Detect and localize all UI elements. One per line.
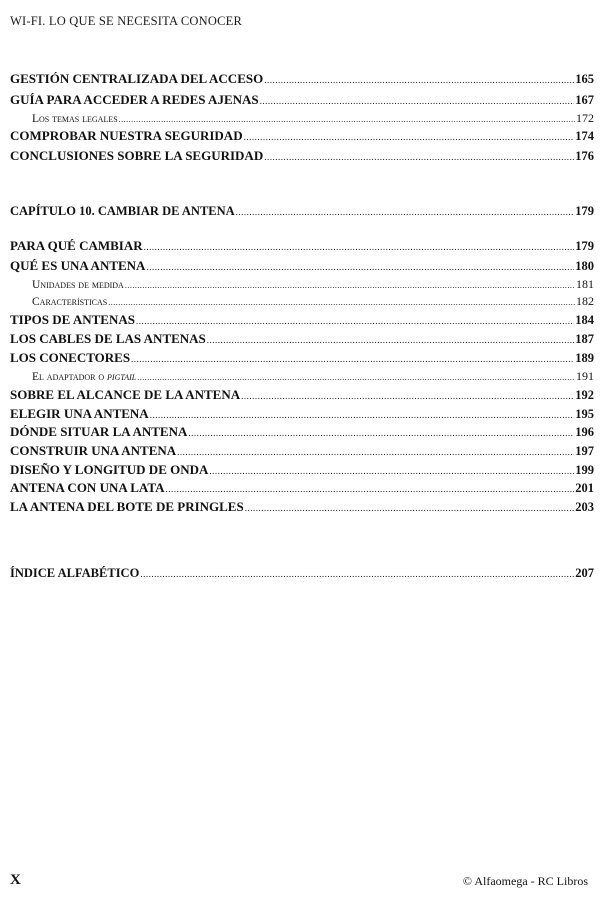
toc-entry xyxy=(10,239,594,253)
toc-entry-page: 184 xyxy=(575,313,594,327)
toc-chapter-title: CAPÍTULO 10. CAMBIAR DE ANTENA xyxy=(10,204,235,218)
dot-leader xyxy=(140,570,574,579)
toc-entry xyxy=(10,129,594,143)
toc-entry-page: 172 xyxy=(576,111,594,125)
toc-entry-title: QUÉ ES UNA ANTENA xyxy=(10,258,146,273)
dot-leader xyxy=(177,448,574,457)
toc-entry xyxy=(10,93,594,107)
toc-entry-title: Los temas legales xyxy=(32,113,118,125)
toc-entry-title: LOS CONECTORES xyxy=(10,350,131,365)
toc-entry-page: 203 xyxy=(575,500,594,514)
toc-chapter xyxy=(10,205,594,218)
toc-entry-page: 192 xyxy=(575,388,594,402)
toc-entry xyxy=(10,72,594,86)
dot-leader xyxy=(188,429,574,438)
dot-leader xyxy=(144,243,575,252)
dot-leader xyxy=(119,116,575,124)
toc-entry-title: Características xyxy=(32,296,108,308)
toc-chapter xyxy=(10,567,594,580)
toc-entry xyxy=(10,259,594,273)
toc-entry-page: 181 xyxy=(576,277,594,291)
toc-entry-title-italic: pigtail xyxy=(107,371,137,383)
dot-leader xyxy=(264,153,574,162)
toc-entry-page: 182 xyxy=(576,294,594,308)
dot-leader xyxy=(245,504,575,513)
toc-entry-sub xyxy=(10,370,594,384)
toc-entry-page: 196 xyxy=(575,425,594,439)
dot-leader xyxy=(260,97,575,106)
toc-entry xyxy=(10,407,594,421)
toc-entry-page: 189 xyxy=(575,351,594,365)
toc-entry-page: 174 xyxy=(575,129,594,143)
toc-entry-title: Unidades de medida xyxy=(32,279,124,291)
toc-entry-title: LA ANTENA DEL BOTE DE PRINGLES xyxy=(10,499,244,514)
toc-entry-page: 179 xyxy=(575,204,594,218)
dot-leader xyxy=(146,263,574,272)
toc-entry-title: CONCLUSIONES SOBRE LA SEGURIDAD xyxy=(10,148,264,163)
toc-entry-title: GESTIÓN CENTRALIZADA DEL ACCESO xyxy=(10,71,264,86)
page-number: X xyxy=(10,872,21,888)
dot-leader xyxy=(131,355,574,364)
toc-entry-title: DISEÑO Y LONGITUD DE ONDA xyxy=(10,462,209,477)
toc-entry xyxy=(10,388,594,402)
toc-entry-page: 180 xyxy=(575,259,594,273)
toc-entry-page: 207 xyxy=(575,566,594,580)
toc-entry-title: ELEGIR UNA ANTENA xyxy=(10,406,149,421)
dot-leader xyxy=(264,76,574,85)
toc-entry xyxy=(10,425,594,439)
running-header: WI-FI. LO QUE SE NECESITA CONOCER xyxy=(10,14,242,28)
dot-leader xyxy=(137,374,575,382)
dot-leader xyxy=(108,299,575,307)
toc-entry-page: 187 xyxy=(575,332,594,346)
toc-entry-page: 197 xyxy=(575,444,594,458)
toc-entry-title: DÓNDE SITUAR LA ANTENA xyxy=(10,424,188,439)
toc-entry-page: 201 xyxy=(575,481,594,495)
publisher-credit: © Alfaomega - RC Libros xyxy=(462,874,588,888)
toc-entry-page: 191 xyxy=(576,369,594,383)
dot-leader xyxy=(241,392,574,401)
toc-entry-page: 199 xyxy=(575,463,594,477)
toc-entry-title: TIPOS DE ANTENAS xyxy=(10,312,135,327)
toc-entry xyxy=(10,332,594,346)
toc-entry-page: 195 xyxy=(575,407,594,421)
toc-entry-title: PARA QUÉ CAMBIAR xyxy=(10,238,143,253)
dot-leader xyxy=(209,467,574,476)
toc-entry xyxy=(10,149,594,163)
toc-entry xyxy=(10,351,594,365)
toc-entry-page: 179 xyxy=(575,239,594,253)
toc-entry-sub xyxy=(10,112,594,126)
toc-entry-title: El adaptador o pigtail xyxy=(32,371,137,383)
toc-entry-title: GUÍA PARA ACCEDER A REDES AJENAS xyxy=(10,92,259,107)
toc-entry-sub xyxy=(10,278,594,292)
dot-leader xyxy=(244,133,575,142)
toc-entry xyxy=(10,500,594,514)
dot-leader xyxy=(236,208,575,217)
toc-entry xyxy=(10,313,594,327)
toc-entry-title: ANTENA CON UNA LATA xyxy=(10,480,165,495)
toc-entry-title: SOBRE EL ALCANCE DE LA ANTENA xyxy=(10,387,241,402)
toc-entry xyxy=(10,481,594,495)
dot-leader xyxy=(207,336,574,345)
toc-entry-page: 165 xyxy=(575,72,594,86)
toc-entry-title: LOS CABLES DE LAS ANTENAS xyxy=(10,331,206,346)
dot-leader xyxy=(165,485,574,494)
toc-entry-title: CONSTRUIR UNA ANTENA xyxy=(10,443,177,458)
toc-chapter-title: ÍNDICE ALFABÉTICO xyxy=(10,566,140,580)
toc-entry xyxy=(10,463,594,477)
toc-entry xyxy=(10,444,594,458)
dot-leader xyxy=(150,411,575,420)
toc-entry-sub xyxy=(10,295,594,309)
toc-entry-page: 176 xyxy=(575,149,594,163)
toc-entry-title: COMPROBAR NUESTRA SEGURIDAD xyxy=(10,128,243,143)
dot-leader xyxy=(125,282,575,290)
dot-leader xyxy=(136,317,574,326)
toc-entry-page: 167 xyxy=(575,93,594,107)
